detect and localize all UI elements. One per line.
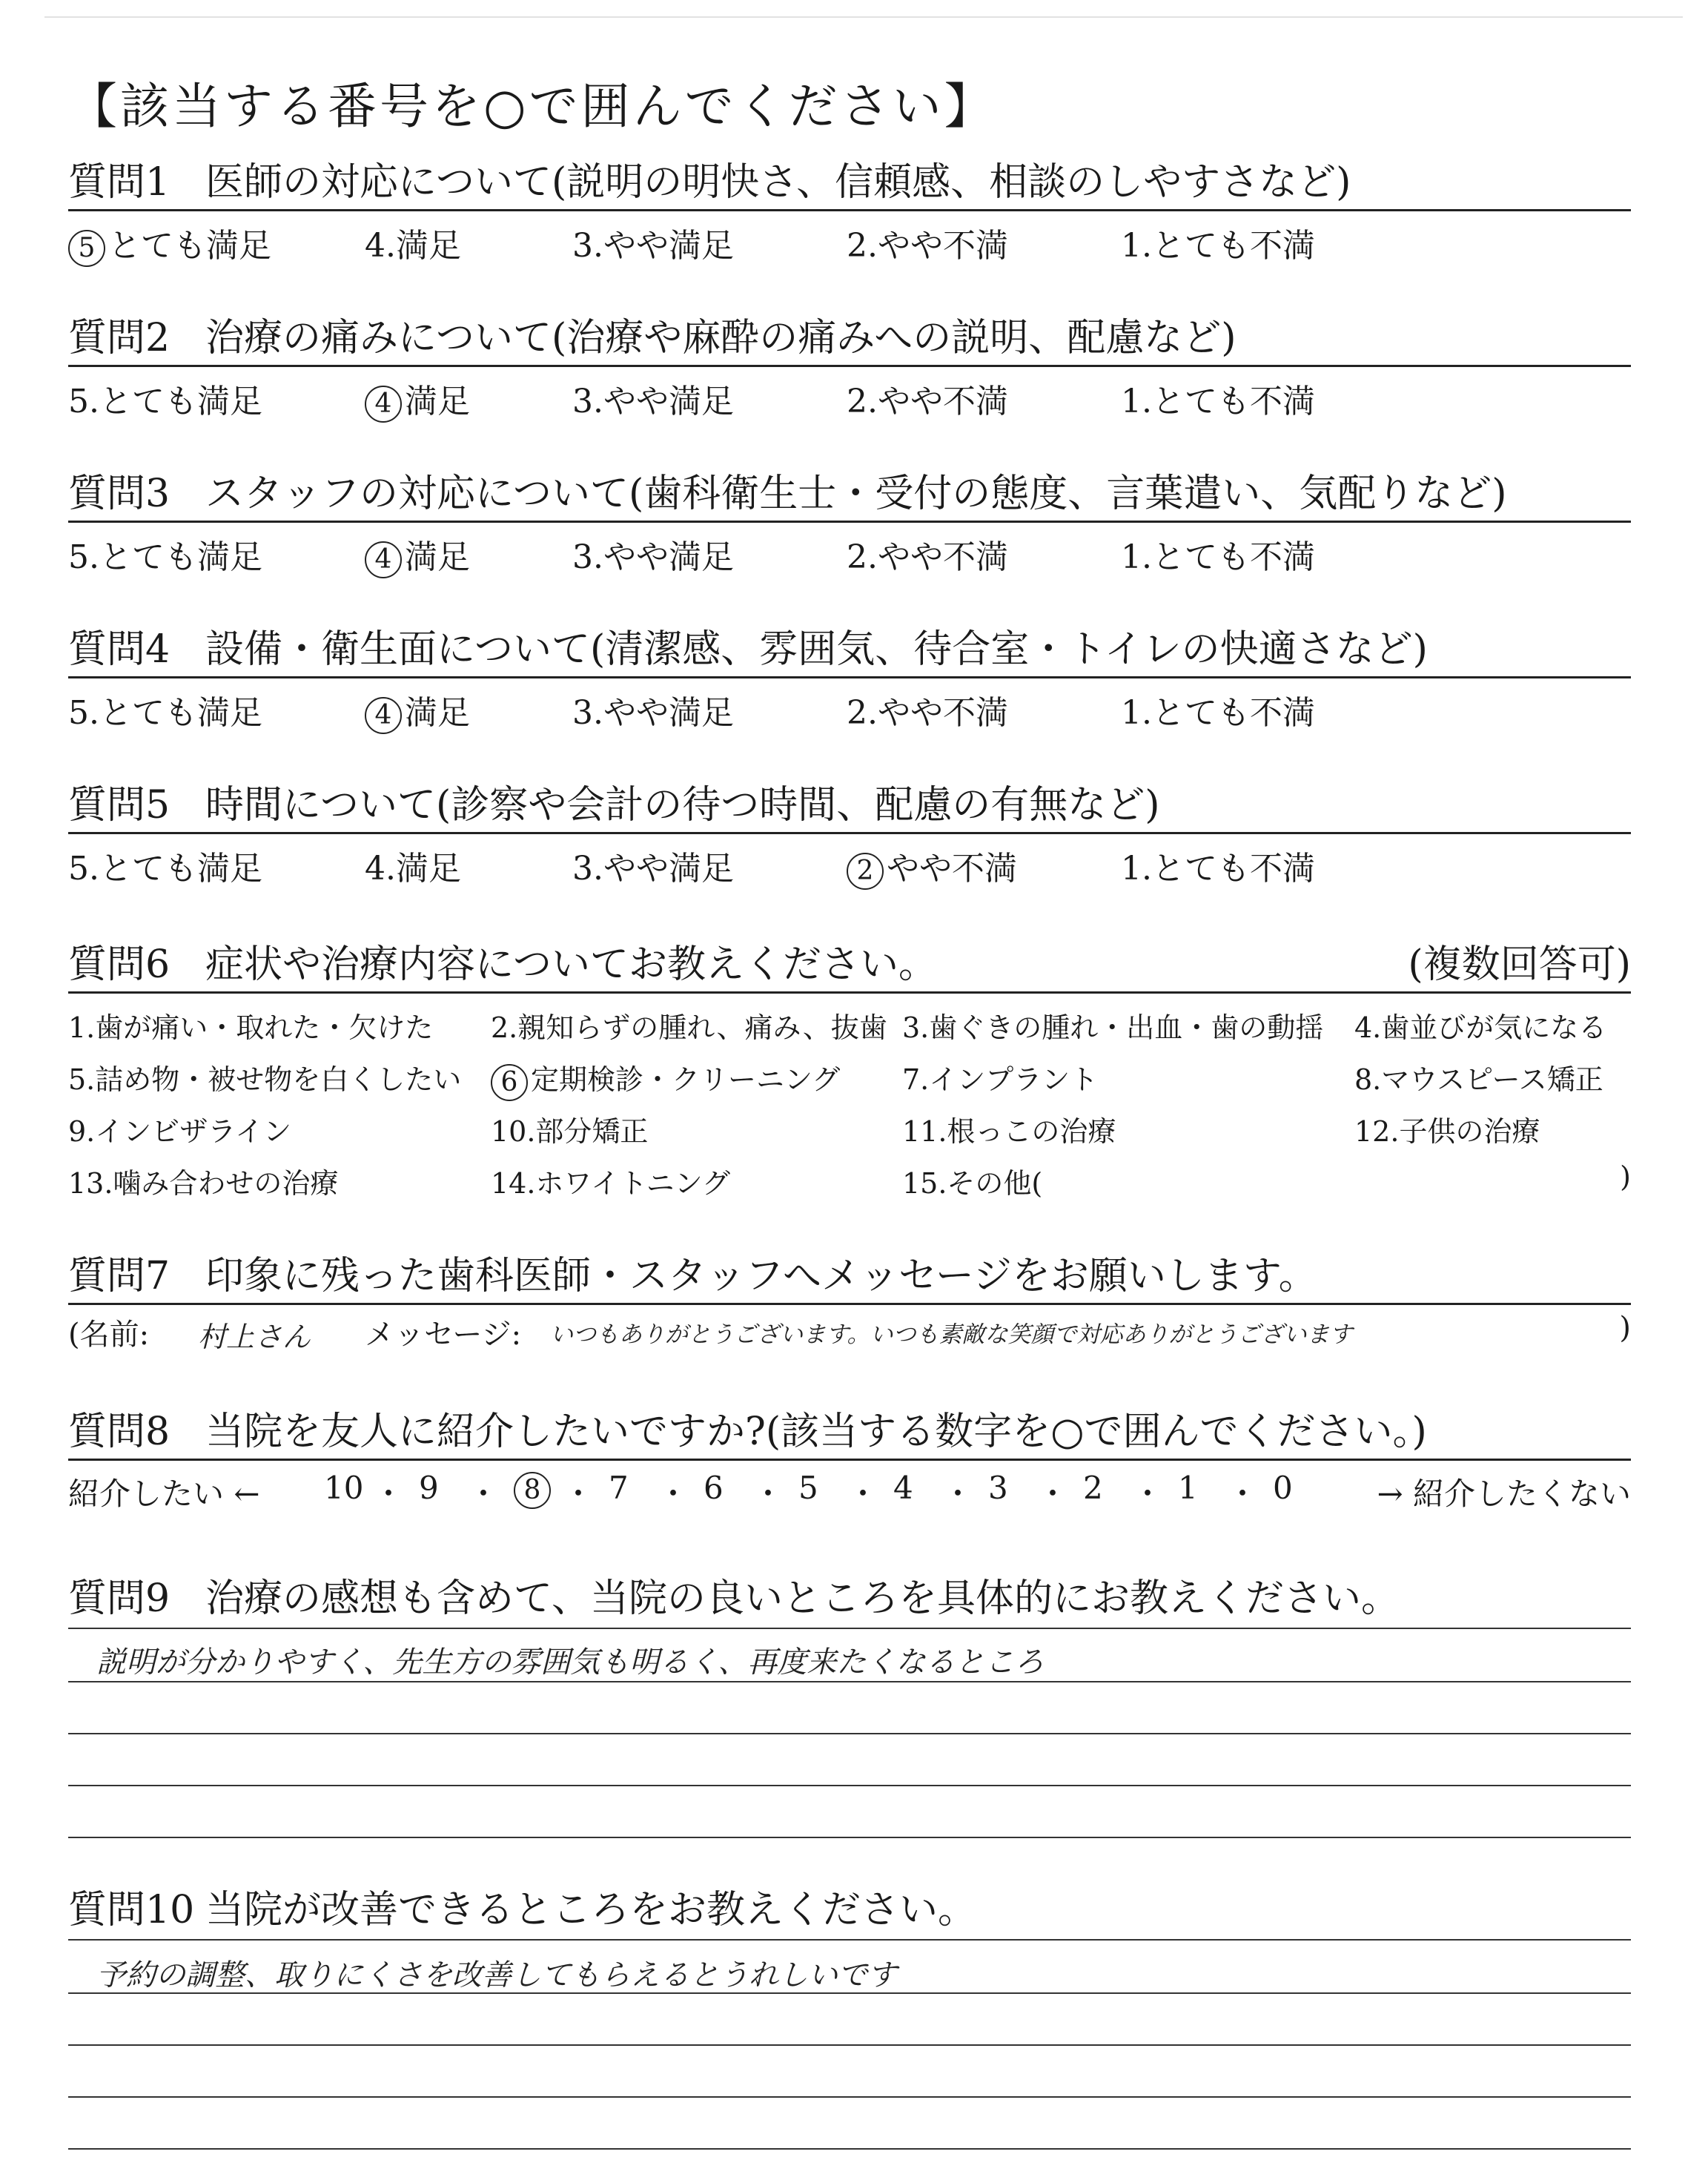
question-text: 印象に残った歯科医師・スタッフへメッセージをお願いします。	[205, 1254, 1317, 1298]
question-6	[68, 938, 1631, 1209]
selected-circle-mark: 4	[365, 697, 402, 734]
scale-separator-dot: ・	[658, 1476, 689, 1512]
rating-option[interactable]: 1.とても不満	[1121, 383, 1315, 420]
question-number: 質問3	[68, 472, 171, 516]
rating-option[interactable]: 2.やや不満	[847, 538, 1008, 576]
symptom-option-label: 定期検診・クリーニング	[531, 1063, 841, 1096]
question-5	[68, 779, 1631, 894]
scale-value[interactable]: 1	[1178, 1470, 1198, 1506]
question-number: 質問2	[68, 316, 171, 360]
symptom-options	[68, 994, 1631, 1209]
question-number: 質問5	[68, 783, 171, 828]
answer-line	[68, 1628, 1631, 1629]
symptom-option[interactable]: 5.詰め物・被せ物を白くしたい	[68, 1063, 462, 1096]
answer-line	[68, 2096, 1631, 2098]
question-1-header	[68, 156, 1631, 209]
scale-value[interactable]: 4	[893, 1470, 913, 1506]
question-text: 設備・衛生面について(清潔感、雰囲気、待合室・トイレの快適さなど)	[205, 627, 1428, 672]
rating-option[interactable]: 3.やや満足	[572, 538, 734, 576]
question-text: 治療の痛みについて(治療や麻酔の痛みへの説明、配慮など)	[205, 316, 1237, 360]
selected-circle-mark: 5	[68, 230, 105, 267]
answer-line	[68, 1992, 1631, 1994]
question-7	[68, 1249, 1631, 1357]
symptom-option[interactable]: 13.噛み合わせの治療	[68, 1167, 339, 1200]
symptom-option[interactable]: 11.根っこの治療	[902, 1115, 1116, 1148]
rating-option[interactable]: 1.とても不満	[1121, 538, 1315, 576]
question-2-header	[68, 311, 1631, 365]
rating-options	[68, 523, 1631, 582]
answer-line	[68, 1837, 1631, 1838]
rating-option-label: 満足	[405, 538, 470, 576]
answer-line	[68, 2148, 1631, 2150]
rating-option-label: 満足	[405, 694, 470, 732]
selected-circle-mark: 2	[847, 853, 884, 890]
scale-value[interactable]: 9	[419, 1470, 439, 1506]
question-number: 質問9	[68, 1576, 171, 1621]
symptom-option[interactable]: 1.歯が痛い・取れた・欠けた	[68, 1011, 434, 1044]
question-10-header	[68, 1883, 1631, 1937]
rating-options	[68, 211, 1631, 271]
symptom-option[interactable]: 2.親知らずの腫れ、痛み、抜歯	[491, 1011, 887, 1044]
multiple-answer-note: (複数回答可)	[1408, 942, 1631, 987]
answer-line	[68, 1785, 1631, 1786]
scale-separator-dot: ・	[847, 1476, 879, 1512]
scale-value[interactable]: 6	[704, 1470, 724, 1506]
question-7-header	[68, 1249, 1631, 1303]
scale-separator-dot: ・	[1132, 1476, 1164, 1512]
question-4-header	[68, 623, 1631, 676]
rating-option[interactable]: 4.満足	[365, 227, 461, 265]
question-text: スタッフの対応について(歯科衛生士・受付の態度、言葉遣い、気配りなど)	[205, 472, 1507, 516]
rating-option[interactable]: 4.満足	[365, 850, 461, 888]
rating-option[interactable]: 1.とても不満	[1121, 850, 1315, 888]
rating-option-selected[interactable]	[365, 530, 470, 578]
scale-value-selected[interactable]	[514, 1470, 554, 1509]
scale-left-label: 紹介したい ←	[68, 1476, 260, 1512]
symptom-option[interactable]: 14.ホワイトニング	[491, 1167, 731, 1200]
symptom-option-selected[interactable]	[491, 1057, 840, 1101]
rating-option-label: とても満足	[108, 227, 271, 265]
answer-line	[68, 1733, 1631, 1734]
rating-option[interactable]: 1.とても不満	[1121, 694, 1315, 732]
selected-circle-mark: 4	[365, 541, 402, 578]
question-text: 症状や治療内容についてお教えください。	[205, 942, 937, 987]
recommend-scale	[68, 1461, 1631, 1520]
question-text: 時間について(診察や会計の待つ時間、配慮の有無など)	[205, 783, 1160, 828]
rating-option[interactable]: 1.とても不満	[1121, 227, 1315, 265]
question-number: 質問1	[68, 160, 171, 205]
rating-options	[68, 678, 1631, 738]
rating-option[interactable]: 3.やや満足	[572, 850, 734, 888]
rating-options	[68, 834, 1631, 894]
question-8	[68, 1405, 1631, 1520]
rating-option[interactable]: 5.とても満足	[68, 694, 262, 732]
good-points-answer[interactable]: 説明が分かりやすく、先生方の雰囲気も明るく、再度来たくなるところ	[96, 1645, 1045, 1680]
other-close-paren: )	[1620, 1160, 1631, 1193]
rating-option-selected[interactable]	[365, 374, 470, 423]
name-value[interactable]: 村上さん	[198, 1321, 311, 1353]
scale-separator-dot: ・	[468, 1476, 500, 1512]
selected-circle-mark: 8	[514, 1472, 551, 1509]
scale-value[interactable]: 0	[1273, 1470, 1293, 1506]
question-5-header	[68, 779, 1631, 832]
scale-separator-dot: ・	[1227, 1476, 1259, 1512]
symptom-option[interactable]: 15.その他(	[902, 1167, 1043, 1200]
symptom-option[interactable]: 7.インプラント	[902, 1063, 1099, 1096]
rating-option[interactable]: 2.やや不満	[847, 694, 1008, 732]
symptom-option[interactable]: 4.歯並びが気になる	[1354, 1011, 1607, 1044]
question-10	[68, 1883, 1631, 1937]
question-number: 質問4	[68, 627, 171, 672]
rating-option-label: やや不満	[887, 850, 1017, 888]
scale-separator-dot: ・	[373, 1476, 405, 1512]
rating-option[interactable]: 5.とても満足	[68, 383, 262, 420]
rating-option-selected[interactable]	[847, 842, 1017, 890]
question-number: 質問8	[68, 1410, 171, 1454]
rating-option[interactable]: 3.やや満足	[572, 383, 734, 420]
rating-option[interactable]: 5.とても満足	[68, 850, 262, 888]
scale-right-label: → 紹介したくない	[1377, 1476, 1631, 1512]
question-text: 当院を友人に紹介したいですか?(該当する数字を○で囲んでください。)	[205, 1410, 1427, 1454]
question-6-header	[68, 938, 1631, 991]
rating-options	[68, 367, 1631, 426]
question-number: 質問10	[68, 1888, 195, 1932]
scale-separator-dot: ・	[1037, 1476, 1069, 1512]
rating-option[interactable]: 3.やや満足	[572, 227, 734, 265]
message-close: )	[1619, 1311, 1631, 1345]
question-number: 質問7	[68, 1254, 171, 1298]
question-9-header	[68, 1572, 1631, 1625]
question-text: 当院が改善できるところをお教えください。	[205, 1888, 977, 1932]
question-text: 医師の対応について(説明の明快さ、信頼感、相談のしやすさなど)	[205, 160, 1351, 205]
rating-option[interactable]: 2.やや不満	[847, 227, 1008, 265]
page-title: 【該当する番号を○で囲んでください】	[68, 78, 996, 135]
question-2	[68, 311, 1631, 426]
top-divider	[44, 16, 1683, 18]
scale-value[interactable]: 2	[1083, 1470, 1103, 1506]
symptom-option[interactable]: 3.歯ぐきの腫れ・出血・歯の動揺	[902, 1011, 1324, 1044]
answer-line	[68, 1939, 1631, 1941]
symptom-option[interactable]: 8.マウスピース矯正	[1354, 1063, 1603, 1096]
selected-circle-mark: 6	[491, 1064, 528, 1101]
scale-value[interactable]: 5	[798, 1470, 818, 1506]
improvement-answer[interactable]: 予約の調整、取りにくさを改善してもらえるとうれしいです	[96, 1958, 897, 1992]
selected-circle-mark: 4	[365, 386, 402, 423]
question-3-header	[68, 467, 1631, 521]
scale-separator-dot: ・	[563, 1476, 595, 1512]
rating-option[interactable]: 5.とても満足	[68, 538, 262, 576]
question-number: 質問6	[68, 942, 171, 987]
rating-option-selected[interactable]	[68, 219, 271, 267]
scale-value[interactable]: 10	[324, 1470, 364, 1506]
scale-separator-dot: ・	[752, 1476, 784, 1512]
scale-value[interactable]: 3	[988, 1470, 1008, 1506]
question-text: 治療の感想も含めて、当院の良いところを具体的にお教えください。	[205, 1576, 1400, 1621]
question-4	[68, 623, 1631, 738]
name-label: (名前:	[68, 1318, 150, 1352]
question-8-header	[68, 1405, 1631, 1459]
scale-value[interactable]: 7	[609, 1470, 629, 1506]
message-label: メッセージ:	[365, 1318, 522, 1352]
question-9	[68, 1572, 1631, 1625]
rating-option-selected[interactable]	[365, 686, 470, 734]
symptom-option[interactable]: 12.子供の治療	[1354, 1115, 1540, 1148]
question-1	[68, 156, 1631, 271]
symptom-option[interactable]: 9.インビザライン	[68, 1115, 292, 1148]
answer-line	[68, 2044, 1631, 2046]
symptom-option[interactable]: 10.部分矯正	[491, 1115, 649, 1148]
rating-option[interactable]: 3.やや満足	[572, 694, 734, 732]
rating-option[interactable]: 2.やや不満	[847, 383, 1008, 420]
answer-line	[68, 1681, 1631, 1682]
message-row	[68, 1305, 1631, 1357]
question-3	[68, 467, 1631, 582]
rating-option-label: 満足	[405, 383, 470, 420]
scale-separator-dot: ・	[942, 1476, 974, 1512]
message-value[interactable]: いつもありがとうございます。いつも素敵な笑顔で対応ありがとうございます	[550, 1321, 1353, 1348]
